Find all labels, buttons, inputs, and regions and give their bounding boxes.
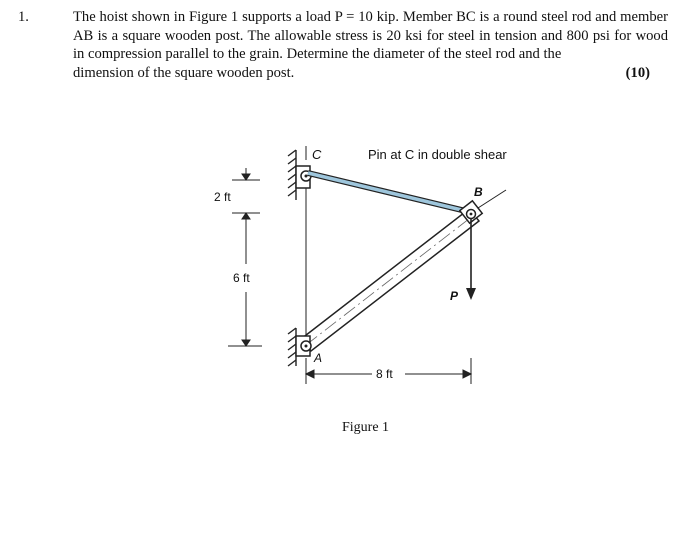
steel-rod-bc	[308, 173, 470, 212]
dim-2ft-label: 2 ft	[214, 190, 231, 204]
problem-number: 1.	[18, 9, 29, 25]
problem-marks: (10)	[625, 64, 650, 81]
problem-text: The hoist shown in Figure 1 supports a load P = 10 kip. Member BC is a round steel rod and member AB is a square wooden post. The allowable stress is 20 ksi for steel in tension and 800 psi for wood in compression parallel to the grain. Determine the diameter of the steel rod and the	[73, 9, 668, 62]
dim-8ft-label: 8 ft	[376, 367, 393, 381]
dim-6ft-label: 6 ft	[233, 271, 250, 285]
dimension-vertical	[228, 168, 262, 346]
problem-last-line: dimension of the square wooden post.	[73, 64, 295, 81]
label-b: B	[474, 185, 483, 199]
joint-b	[460, 190, 506, 223]
pin-a	[296, 336, 311, 356]
clevis-c	[296, 166, 311, 188]
label-p: P	[450, 289, 459, 303]
figure-caption: Figure 1	[342, 420, 390, 435]
pin-note: Pin at C in double shear	[368, 147, 507, 162]
label-c: C	[312, 147, 322, 162]
wooden-post-ab	[301, 209, 479, 351]
wall-support-top	[288, 150, 296, 200]
label-a: A	[314, 351, 323, 365]
wall-support-bottom	[288, 328, 296, 366]
